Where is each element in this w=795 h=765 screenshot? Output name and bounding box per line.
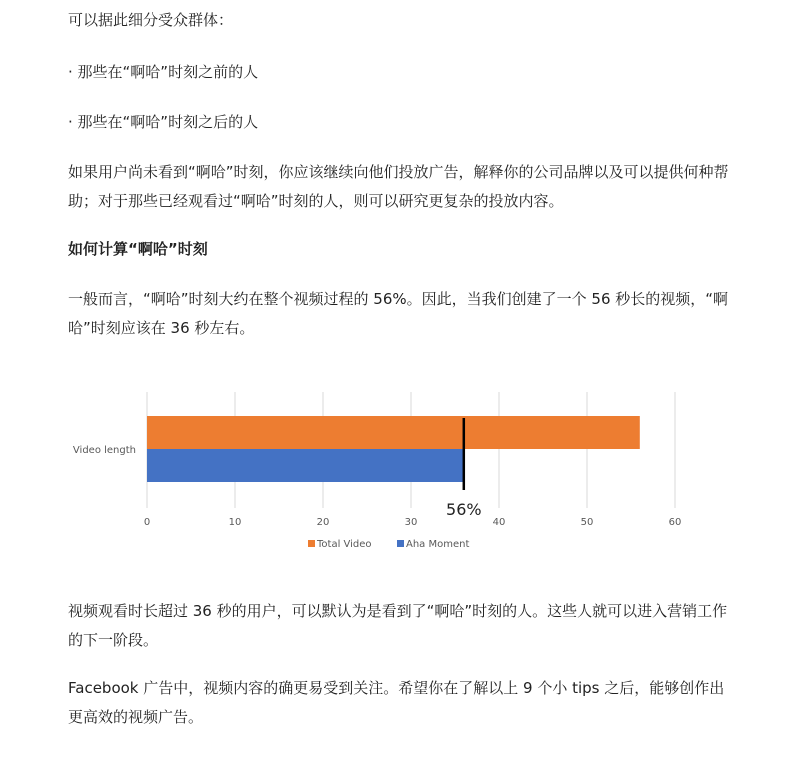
bar-aha-moment (147, 449, 464, 482)
section-heading: 如何计算“啊哈”时刻 (68, 240, 208, 258)
x-tick-label: 40 (492, 517, 506, 528)
legend-label: Total Video (317, 539, 372, 550)
aha-marker-label: 56% (446, 500, 482, 519)
x-tick-label: 0 (143, 517, 151, 528)
legend-swatch (397, 540, 404, 547)
category-label: Video length (72, 445, 136, 456)
x-tick-label: 50 (580, 517, 594, 528)
x-tick-label: 20 (316, 517, 330, 528)
legend-label: Aha Moment (406, 539, 470, 550)
bullet-before-aha: · 那些在“啊哈”时刻之前的人 (68, 63, 259, 81)
bar-chart-svg (60, 380, 700, 560)
legend-swatch (308, 540, 315, 547)
closing-paragraph: Facebook 广告中，视频内容的确更易受到关注。希望你在了解以上 9 个小 tips 之后，能够创作出更高效的视频广告。 (68, 679, 725, 726)
aha-moment-chart (60, 380, 700, 560)
bullet-after-aha: · 那些在“啊哈”时刻之后的人 (68, 113, 259, 131)
x-tick-label: 10 (228, 517, 242, 528)
calculation-paragraph: 一般而言，“啊哈”时刻大约在整个视频过程的 56%。因此，当我们创建了一个 56 秒长的视频，“啊哈”时刻应该在 36 秒左右。 (68, 290, 729, 337)
intro-paragraph: 可以据此细分受众群体： (68, 11, 234, 29)
x-tick-label: 30 (404, 517, 418, 528)
advice-paragraph: 如果用户尚未看到“啊哈”时刻，你应该继续向他们投放广告，解释你的公司品牌以及可以提供何种帮助；对于那些已经观看过“啊哈”时刻的人，则可以研究更复杂的投放内容。 (68, 163, 729, 210)
viewers-paragraph: 视频观看时长超过 36 秒的用户，可以默认为是看到了“啊哈”时刻的人。这些人就可以进入营销工作的下一阶段。 (68, 602, 728, 649)
x-tick-label: 60 (668, 517, 682, 528)
bar-total-video (147, 416, 640, 449)
